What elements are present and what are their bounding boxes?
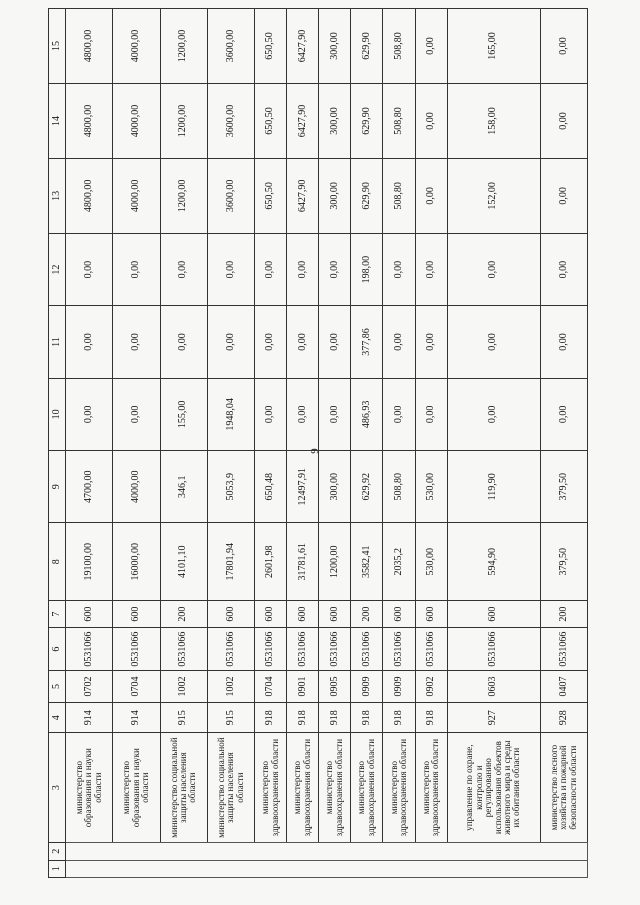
cell-c7: 600 bbox=[415, 600, 447, 627]
cell-c6: 0531066 bbox=[207, 628, 254, 670]
header-row bbox=[49, 9, 66, 878]
cell-c9: 5053,9 bbox=[207, 451, 254, 523]
cell-c15: 300,00 bbox=[319, 9, 351, 84]
table-row bbox=[160, 9, 207, 878]
cell-c7: 600 bbox=[319, 600, 351, 627]
cell-c13: 629,90 bbox=[351, 158, 383, 233]
table-row bbox=[447, 9, 540, 878]
cell-c9: 119,90 bbox=[447, 451, 540, 523]
cell-c3: министерство лесного хозяйства и пожарной безопасности области bbox=[540, 733, 587, 843]
cell-c13: 0,00 bbox=[415, 158, 447, 233]
cell-c10: 155,00 bbox=[160, 378, 207, 450]
cell-c15: 0,00 bbox=[415, 9, 447, 84]
header-col-5: 5 bbox=[49, 670, 66, 702]
cell-c10: 0,00 bbox=[447, 378, 540, 450]
cell-c10: 0,00 bbox=[287, 378, 319, 450]
table-row bbox=[66, 9, 113, 878]
cell-c4: 928 bbox=[540, 703, 587, 733]
cell-c6: 0531066 bbox=[319, 628, 351, 670]
cell-c4: 918 bbox=[383, 703, 415, 733]
cell-c3: министерство образования и науки области bbox=[113, 733, 160, 843]
cell-c14: 6427,90 bbox=[287, 84, 319, 159]
cell-c10: 1948,04 bbox=[207, 378, 254, 450]
cell-c5: 0702 bbox=[66, 670, 113, 702]
cell-c14: 158,00 bbox=[447, 84, 540, 159]
cell-c8: 2035,2 bbox=[383, 523, 415, 600]
col-2-cell bbox=[66, 843, 588, 860]
cell-c12: 0,00 bbox=[287, 233, 319, 305]
header-col-6: 6 bbox=[49, 628, 66, 670]
cell-c10: 0,00 bbox=[540, 378, 587, 450]
budget-table bbox=[48, 8, 588, 878]
cell-c15: 3600,00 bbox=[207, 9, 254, 84]
cell-c12: 0,00 bbox=[415, 233, 447, 305]
cell-c13: 3600,00 bbox=[207, 158, 254, 233]
cell-c15: 508,80 bbox=[383, 9, 415, 84]
cell-c14: 4800,00 bbox=[66, 84, 113, 159]
cell-c5: 0901 bbox=[287, 670, 319, 702]
cell-c7: 200 bbox=[540, 600, 587, 627]
cell-c8: 2601,98 bbox=[255, 523, 287, 600]
cell-c15: 4800,00 bbox=[66, 9, 113, 84]
cell-c14: 0,00 bbox=[540, 84, 587, 159]
cell-c6: 0531066 bbox=[351, 628, 383, 670]
cell-c7: 600 bbox=[287, 600, 319, 627]
header-col-11: 11 bbox=[49, 306, 66, 378]
cell-c6: 0531066 bbox=[255, 628, 287, 670]
cell-c9: 346,1 bbox=[160, 451, 207, 523]
cell-c12: 0,00 bbox=[540, 233, 587, 305]
cell-c12: 0,00 bbox=[447, 233, 540, 305]
header-col-10: 10 bbox=[49, 378, 66, 450]
cell-c8: 31781,61 bbox=[287, 523, 319, 600]
cell-c13: 6427,90 bbox=[287, 158, 319, 233]
cell-c13: 508,80 bbox=[383, 158, 415, 233]
cell-c14: 300,00 bbox=[319, 84, 351, 159]
cell-c11: 0,00 bbox=[415, 306, 447, 378]
cell-c14: 508,80 bbox=[383, 84, 415, 159]
cell-c6: 0531066 bbox=[287, 628, 319, 670]
cell-c15: 629,90 bbox=[351, 9, 383, 84]
cell-c13: 4000,00 bbox=[113, 158, 160, 233]
cell-c8: 16000,00 bbox=[113, 523, 160, 600]
cell-c11: 377,86 bbox=[351, 306, 383, 378]
cell-c12: 0,00 bbox=[319, 233, 351, 305]
cell-c11: 0,00 bbox=[207, 306, 254, 378]
cell-c4: 927 bbox=[447, 703, 540, 733]
cell-c6: 0531066 bbox=[160, 628, 207, 670]
cell-c6: 0531066 bbox=[66, 628, 113, 670]
table-row bbox=[415, 9, 447, 878]
cell-c4: 914 bbox=[113, 703, 160, 733]
table-row bbox=[207, 9, 254, 878]
cell-c5: 0902 bbox=[415, 670, 447, 702]
cell-c12: 0,00 bbox=[255, 233, 287, 305]
cell-c3: министерство здравоохранения области bbox=[383, 733, 415, 843]
cell-c12: 0,00 bbox=[207, 233, 254, 305]
cell-c4: 918 bbox=[319, 703, 351, 733]
cell-c3: министерство здравоохранения области bbox=[415, 733, 447, 843]
table-row bbox=[319, 9, 351, 878]
cell-c3: министерство здравоохранения области bbox=[287, 733, 319, 843]
cell-c13: 4800,00 bbox=[66, 158, 113, 233]
cell-c5: 0603 bbox=[447, 670, 540, 702]
header-col-3: 3 bbox=[49, 733, 66, 843]
cell-c10: 0,00 bbox=[113, 378, 160, 450]
cell-c10: 0,00 bbox=[415, 378, 447, 450]
cell-c15: 650,50 bbox=[255, 9, 287, 84]
page-number: 9 bbox=[308, 448, 321, 454]
cell-c7: 600 bbox=[383, 600, 415, 627]
cell-c6: 0531066 bbox=[415, 628, 447, 670]
header-col-7: 7 bbox=[49, 600, 66, 627]
cell-c12: 0,00 bbox=[113, 233, 160, 305]
cell-c9: 650,48 bbox=[255, 451, 287, 523]
cell-c9: 530,00 bbox=[415, 451, 447, 523]
cell-c8: 379,50 bbox=[540, 523, 587, 600]
cell-c9: 508,80 bbox=[383, 451, 415, 523]
cell-c12: 0,00 bbox=[160, 233, 207, 305]
cell-c3: министерство социальной защиты населения области bbox=[160, 733, 207, 843]
cell-c6: 0531066 bbox=[540, 628, 587, 670]
cell-c12: 0,00 bbox=[66, 233, 113, 305]
cell-c13: 650,50 bbox=[255, 158, 287, 233]
cell-c3: министерство здравоохранения области bbox=[319, 733, 351, 843]
header-col-1: 1 bbox=[49, 860, 66, 877]
header-col-14: 14 bbox=[49, 84, 66, 159]
table-row bbox=[287, 9, 319, 878]
cell-c8: 17801,94 bbox=[207, 523, 254, 600]
cell-c11: 0,00 bbox=[319, 306, 351, 378]
cell-c3: министерство социальной защиты населения области bbox=[207, 733, 254, 843]
cell-c7: 600 bbox=[447, 600, 540, 627]
cell-c12: 198,00 bbox=[351, 233, 383, 305]
cell-c9: 12497,91 bbox=[287, 451, 319, 523]
cell-c9: 300,00 bbox=[319, 451, 351, 523]
cell-c10: 0,00 bbox=[319, 378, 351, 450]
cell-c6: 0531066 bbox=[447, 628, 540, 670]
cell-c8: 530,00 bbox=[415, 523, 447, 600]
cell-c4: 918 bbox=[351, 703, 383, 733]
cell-c15: 4000,00 bbox=[113, 9, 160, 84]
cell-c14: 4000,00 bbox=[113, 84, 160, 159]
cell-c8: 1200,00 bbox=[319, 523, 351, 600]
col-1-cell bbox=[66, 860, 588, 877]
cell-c7: 600 bbox=[207, 600, 254, 627]
cell-c8: 594,90 bbox=[447, 523, 540, 600]
cell-c5: 0704 bbox=[255, 670, 287, 702]
cell-c6: 0531066 bbox=[383, 628, 415, 670]
cell-c7: 600 bbox=[66, 600, 113, 627]
cell-c13: 300,00 bbox=[319, 158, 351, 233]
cell-c5: 0704 bbox=[113, 670, 160, 702]
cell-c4: 915 bbox=[160, 703, 207, 733]
cell-c3: министерство здравоохранения области bbox=[255, 733, 287, 843]
table-row bbox=[351, 9, 383, 878]
cell-c9: 379,50 bbox=[540, 451, 587, 523]
cell-c15: 1200,00 bbox=[160, 9, 207, 84]
cell-c11: 0,00 bbox=[287, 306, 319, 378]
cell-c14: 629,90 bbox=[351, 84, 383, 159]
cell-c9: 4000,00 bbox=[113, 451, 160, 523]
cell-c8: 4101,10 bbox=[160, 523, 207, 600]
cell-c11: 0,00 bbox=[160, 306, 207, 378]
cell-c4: 915 bbox=[207, 703, 254, 733]
cell-c5: 0407 bbox=[540, 670, 587, 702]
cell-c15: 0,00 bbox=[540, 9, 587, 84]
header-col-15: 15 bbox=[49, 9, 66, 84]
cell-c11: 0,00 bbox=[383, 306, 415, 378]
cell-c11: 0,00 bbox=[113, 306, 160, 378]
cell-c11: 0,00 bbox=[66, 306, 113, 378]
cell-c15: 6427,90 bbox=[287, 9, 319, 84]
cell-c11: 0,00 bbox=[255, 306, 287, 378]
cell-c4: 918 bbox=[287, 703, 319, 733]
cell-c10: 486,93 bbox=[351, 378, 383, 450]
cell-c11: 0,00 bbox=[540, 306, 587, 378]
cell-c4: 914 bbox=[66, 703, 113, 733]
cell-c10: 0,00 bbox=[66, 378, 113, 450]
cell-c10: 0,00 bbox=[255, 378, 287, 450]
header-col-2: 2 bbox=[49, 843, 66, 860]
cell-c3: министерство здравоохранения области bbox=[351, 733, 383, 843]
cell-c13: 1200,00 bbox=[160, 158, 207, 233]
cell-c14: 650,50 bbox=[255, 84, 287, 159]
cell-c12: 0,00 bbox=[383, 233, 415, 305]
cell-c13: 152,00 bbox=[447, 158, 540, 233]
cell-c7: 600 bbox=[113, 600, 160, 627]
cell-c8: 19100,00 bbox=[66, 523, 113, 600]
cell-c14: 1200,00 bbox=[160, 84, 207, 159]
cell-c5: 1002 bbox=[207, 670, 254, 702]
header-col-13: 13 bbox=[49, 158, 66, 233]
cell-c8: 3582,41 bbox=[351, 523, 383, 600]
cell-c10: 0,00 bbox=[383, 378, 415, 450]
rotated-table-wrapper bbox=[48, 8, 588, 878]
header-col-8: 8 bbox=[49, 523, 66, 600]
header-col-4: 4 bbox=[49, 703, 66, 733]
cell-c3: министерство образования и науки области bbox=[66, 733, 113, 843]
cell-c4: 918 bbox=[415, 703, 447, 733]
cell-c6: 0531066 bbox=[113, 628, 160, 670]
cell-c4: 918 bbox=[255, 703, 287, 733]
header-col-9: 9 bbox=[49, 451, 66, 523]
cell-c7: 200 bbox=[160, 600, 207, 627]
cell-c5: 0905 bbox=[319, 670, 351, 702]
cell-c3: управление по охране, контролю и регулированию использования объектов животного мира и среды их обитания области bbox=[447, 733, 540, 843]
table-row bbox=[255, 9, 287, 878]
table-row bbox=[383, 9, 415, 878]
table-row bbox=[540, 9, 587, 878]
cell-c13: 0,00 bbox=[540, 158, 587, 233]
cell-c14: 3600,00 bbox=[207, 84, 254, 159]
cell-c14: 0,00 bbox=[415, 84, 447, 159]
cell-c9: 4700,00 bbox=[66, 451, 113, 523]
cell-c11: 0,00 bbox=[447, 306, 540, 378]
cell-c15: 165,00 bbox=[447, 9, 540, 84]
cell-c5: 0909 bbox=[383, 670, 415, 702]
cell-c7: 200 bbox=[351, 600, 383, 627]
cell-c7: 600 bbox=[255, 600, 287, 627]
table-row bbox=[113, 9, 160, 878]
cell-c9: 629,92 bbox=[351, 451, 383, 523]
cell-c5: 1002 bbox=[160, 670, 207, 702]
header-col-12: 12 bbox=[49, 233, 66, 305]
cell-c5: 0909 bbox=[351, 670, 383, 702]
